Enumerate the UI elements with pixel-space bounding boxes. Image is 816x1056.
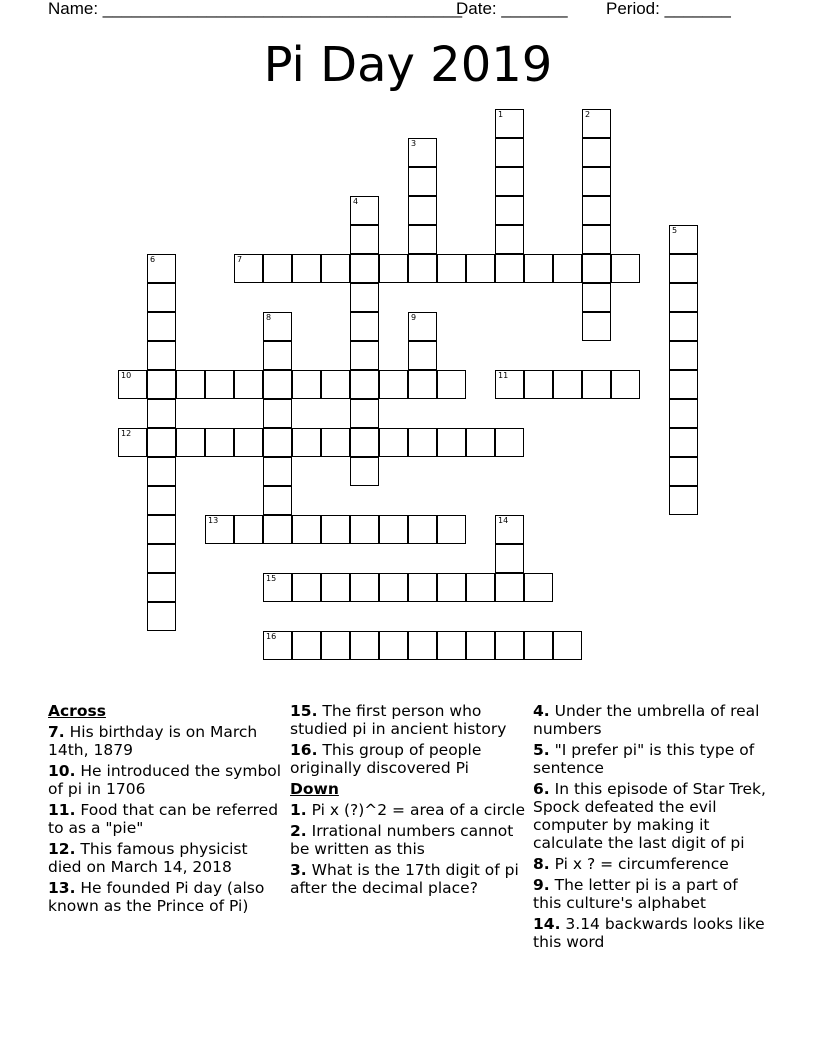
crossword-cell[interactable]	[437, 573, 466, 602]
crossword-cell[interactable]	[553, 631, 582, 660]
crossword-cell[interactable]	[669, 486, 698, 515]
crossword-cell[interactable]	[495, 167, 524, 196]
clue-down-1: 1. Pi x (?)^2 = area of a circle	[290, 801, 525, 819]
name-field[interactable]: Name: ______________________________________	[48, 0, 463, 18]
crossword-cell[interactable]	[495, 196, 524, 225]
crossword-cell[interactable]	[263, 457, 292, 486]
crossword-cell[interactable]	[350, 457, 379, 486]
crossword-cell[interactable]	[669, 399, 698, 428]
crossword-cell[interactable]	[408, 515, 437, 544]
crossword-cell[interactable]	[582, 312, 611, 341]
crossword-cell[interactable]	[205, 428, 234, 457]
crossword-cell[interactable]	[263, 486, 292, 515]
crossword-cell[interactable]	[553, 370, 582, 399]
clue-across-15: 15. The first person who studied pi in ancient history	[290, 702, 507, 738]
crossword-cell[interactable]	[408, 196, 437, 225]
crossword-cell[interactable]	[379, 631, 408, 660]
crossword-cell[interactable]	[350, 573, 379, 602]
crossword-cell[interactable]	[234, 428, 263, 457]
crossword-cell[interactable]	[147, 573, 176, 602]
clue-down-9: 9. The letter pi is a part of this culture's alphabet	[533, 876, 738, 912]
crossword-cell[interactable]	[669, 370, 698, 399]
crossword-cell[interactable]	[147, 544, 176, 573]
crossword-cell[interactable]	[350, 225, 379, 254]
crossword-cell[interactable]	[118, 428, 147, 457]
crossword-cell[interactable]	[147, 254, 176, 283]
crossword-cell[interactable]	[147, 457, 176, 486]
crossword-cell[interactable]	[350, 370, 379, 399]
crossword-cell[interactable]	[582, 167, 611, 196]
crossword-cell[interactable]	[350, 399, 379, 428]
clue-number: 3	[411, 139, 417, 148]
clue-number: 14	[498, 516, 509, 525]
crossword-cell[interactable]	[466, 254, 495, 283]
period-field[interactable]: Period: _______	[606, 0, 731, 18]
crossword-cell[interactable]	[321, 370, 350, 399]
crossword-cell[interactable]	[263, 515, 292, 544]
crossword-cell[interactable]	[495, 138, 524, 167]
crossword-cell[interactable]	[408, 254, 437, 283]
crossword-cell[interactable]	[495, 515, 524, 544]
crossword-cell[interactable]	[495, 225, 524, 254]
crossword-cell[interactable]	[437, 428, 466, 457]
crossword-cell[interactable]	[176, 428, 205, 457]
crossword-cell[interactable]	[147, 341, 176, 370]
crossword-cell[interactable]	[582, 138, 611, 167]
clue-across-13: 13. He founded Pi day (also known as the Prince of Pi)	[48, 879, 265, 915]
crossword-cell[interactable]	[582, 196, 611, 225]
crossword-cell[interactable]	[379, 370, 408, 399]
crossword-cell[interactable]	[263, 573, 292, 602]
crossword-cell[interactable]	[263, 312, 292, 341]
across-heading: Across	[48, 702, 106, 720]
crossword-cell[interactable]	[408, 225, 437, 254]
crossword-cell[interactable]	[669, 457, 698, 486]
date-field[interactable]: Date: _______	[456, 0, 568, 18]
crossword-cell[interactable]	[524, 631, 553, 660]
clue-number: 4	[353, 197, 359, 206]
clue-number: 6	[150, 255, 156, 264]
crossword-cell[interactable]	[321, 254, 350, 283]
clue-down-2: 2. Irrational numbers cannot be written as this	[290, 822, 514, 858]
crossword-cell[interactable]	[582, 109, 611, 138]
crossword-cell[interactable]	[118, 370, 147, 399]
crossword-cell[interactable]	[263, 370, 292, 399]
clue-number: 15	[266, 574, 277, 583]
crossword-cell[interactable]	[263, 631, 292, 660]
crossword-cell[interactable]	[669, 341, 698, 370]
clue-number: 10	[121, 371, 132, 380]
crossword-cell[interactable]	[263, 341, 292, 370]
clue-down-8: 8. Pi x ? = circumference	[533, 855, 729, 873]
crossword-cell[interactable]	[234, 515, 263, 544]
clues-column-3	[533, 702, 768, 954]
crossword-cell[interactable]	[495, 544, 524, 573]
clue-down-14: 14. 3.14 backwards looks like this word	[533, 915, 765, 951]
crossword-cell[interactable]	[582, 254, 611, 283]
crossword-cell[interactable]	[379, 573, 408, 602]
crossword-cell[interactable]	[292, 370, 321, 399]
clue-across-12: 12. This famous physicist died on March 14, 2018	[48, 840, 248, 876]
clue-number: 2	[585, 110, 591, 119]
crossword-cell[interactable]	[524, 254, 553, 283]
clue-number: 1	[498, 110, 504, 119]
crossword-cell[interactable]	[524, 370, 553, 399]
crossword-cell[interactable]	[205, 370, 234, 399]
crossword-cell[interactable]	[321, 515, 350, 544]
crossword-cell[interactable]	[321, 428, 350, 457]
crossword-cell[interactable]	[669, 428, 698, 457]
crossword-cell[interactable]	[234, 254, 263, 283]
crossword-cell[interactable]	[495, 370, 524, 399]
clue-number: 13	[208, 516, 219, 525]
crossword-cell[interactable]	[350, 428, 379, 457]
crossword-cell[interactable]	[669, 283, 698, 312]
crossword-cell[interactable]	[147, 312, 176, 341]
crossword-cell[interactable]	[147, 486, 176, 515]
crossword-cell[interactable]	[408, 138, 437, 167]
crossword-cell[interactable]	[408, 573, 437, 602]
clue-down-4: 4. Under the umbrella of real numbers	[533, 702, 760, 738]
crossword-cell[interactable]	[350, 631, 379, 660]
crossword-cell[interactable]	[408, 370, 437, 399]
crossword-cell[interactable]	[176, 370, 205, 399]
crossword-cell[interactable]	[495, 109, 524, 138]
page-title: Pi Day 2019	[263, 37, 553, 93]
crossword-cell[interactable]	[350, 341, 379, 370]
crossword-cell[interactable]	[147, 515, 176, 544]
crossword-cell[interactable]	[466, 573, 495, 602]
crossword-cell[interactable]	[379, 428, 408, 457]
crossword-cell[interactable]	[495, 573, 524, 602]
crossword-cell[interactable]	[437, 515, 466, 544]
crossword-cell[interactable]	[611, 370, 640, 399]
clue-across-7: 7. His birthday is on March 14th, 1879	[48, 723, 258, 759]
crossword-cell[interactable]	[147, 428, 176, 457]
clue-number: 11	[498, 371, 509, 380]
crossword-cell[interactable]	[466, 428, 495, 457]
crossword-cell[interactable]	[582, 283, 611, 312]
crossword-cell[interactable]	[669, 312, 698, 341]
clue-down-3: 3. What is the 17th digit of pi after the decimal place?	[290, 861, 519, 897]
clue-number: 5	[672, 226, 678, 235]
crossword-cell[interactable]	[263, 254, 292, 283]
crossword-cell[interactable]	[495, 428, 524, 457]
crossword-cell[interactable]	[292, 631, 321, 660]
crossword-cell[interactable]	[350, 312, 379, 341]
crossword-cell[interactable]	[147, 370, 176, 399]
crossword-cell[interactable]	[321, 631, 350, 660]
crossword-cell[interactable]	[524, 573, 553, 602]
crossword-cell[interactable]	[292, 515, 321, 544]
crossword-cell[interactable]	[292, 254, 321, 283]
crossword-cell[interactable]	[379, 515, 408, 544]
crossword-cell[interactable]	[669, 225, 698, 254]
crossword-cell[interactable]	[437, 254, 466, 283]
clue-number: 12	[121, 429, 132, 438]
crossword-cell[interactable]	[408, 631, 437, 660]
crossword-cell[interactable]	[611, 254, 640, 283]
crossword-cell[interactable]	[408, 167, 437, 196]
crossword-cell[interactable]	[466, 631, 495, 660]
crossword-cell[interactable]	[553, 254, 582, 283]
crossword-cell[interactable]	[205, 515, 234, 544]
crossword-cell[interactable]	[292, 428, 321, 457]
clues-column-1	[48, 702, 283, 918]
clue-down-6: 6. In this episode of Star Trek, Spock defeated the evil computer by making it calculate the last digit of pi	[533, 780, 766, 852]
crossword-cell[interactable]	[379, 254, 408, 283]
crossword-cell[interactable]	[408, 341, 437, 370]
clue-number: 7	[237, 255, 243, 264]
crossword-cell[interactable]	[495, 254, 524, 283]
crossword-cell[interactable]	[234, 370, 263, 399]
crossword-cell[interactable]	[669, 254, 698, 283]
crossword-cell[interactable]	[408, 312, 437, 341]
crossword-cell[interactable]	[350, 515, 379, 544]
crossword-cell[interactable]	[350, 196, 379, 225]
crossword-cell[interactable]	[350, 254, 379, 283]
crossword-cell[interactable]	[495, 631, 524, 660]
clue-down-5: 5. "I prefer pi" is this type of sentence	[533, 741, 755, 777]
crossword-cell[interactable]	[263, 428, 292, 457]
crossword-cell[interactable]	[147, 399, 176, 428]
clues-column-2	[290, 702, 526, 900]
clue-across-11: 11. Food that can be referred to as a "pie"	[48, 801, 279, 837]
crossword-cell[interactable]	[437, 631, 466, 660]
clue-across-10: 10. He introduced the symbol of pi in 1706	[48, 762, 282, 798]
crossword-cell[interactable]	[263, 399, 292, 428]
crossword-cell[interactable]	[292, 573, 321, 602]
clue-across-16: 16. This group of people originally discovered Pi	[290, 741, 482, 777]
clue-number: 8	[266, 313, 272, 322]
clue-number: 9	[411, 313, 417, 322]
crossword-cell[interactable]	[582, 225, 611, 254]
crossword-cell[interactable]	[437, 370, 466, 399]
crossword-cell[interactable]	[147, 602, 176, 631]
clue-number: 16	[266, 632, 277, 641]
crossword-cell[interactable]	[582, 370, 611, 399]
crossword-cell[interactable]	[350, 283, 379, 312]
crossword-cell[interactable]	[321, 573, 350, 602]
down-heading: Down	[290, 780, 339, 798]
crossword-cell[interactable]	[147, 283, 176, 312]
crossword-cell[interactable]	[408, 428, 437, 457]
